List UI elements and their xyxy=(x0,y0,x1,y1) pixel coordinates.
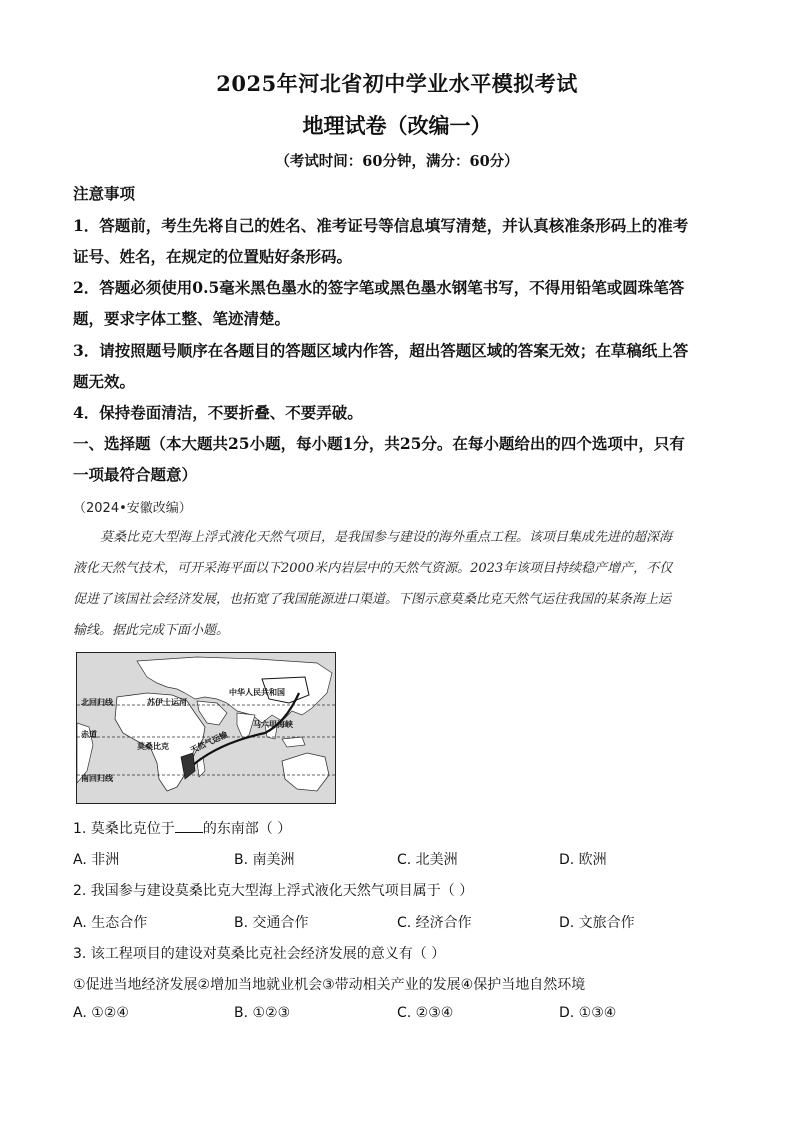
question-2-option-c[interactable]: C. 经济合作 xyxy=(397,915,472,931)
shipping-route-map xyxy=(76,652,336,804)
note-line: 4．保持卷面清洁，不要折叠、不要弄破。 xyxy=(73,403,363,422)
map-label-malacca: 马六甲海峡 xyxy=(253,720,293,729)
map-label-route: 天然气运输 xyxy=(188,729,230,756)
note-line: 题无效。 xyxy=(73,372,136,391)
question-3-stem: 3. 该工程项目的建设对莫桑比克社会经济发展的意义有（ ） xyxy=(73,946,446,962)
question-3-option-b[interactable]: B. ①②③ xyxy=(234,1005,291,1021)
question-1-stem-before: 1. 莫桑比克位于 xyxy=(73,821,175,837)
map-label-equator: 赤道 xyxy=(81,730,97,739)
map-label-china: 中华人民共和国 xyxy=(229,688,285,697)
question-3-option-d[interactable]: D. ①③④ xyxy=(559,1005,617,1021)
note-line: 证号、姓名，在规定的位置贴好条形码。 xyxy=(73,247,353,266)
map-label-suez: 苏伊士运河 xyxy=(147,698,187,707)
note-line: 3．请按照题号顺序在各题目的答题区域内作答，超出答题区域的答案无效；在草稿纸上答 xyxy=(73,341,689,360)
question-1-option-d[interactable]: D. 欧洲 xyxy=(559,852,607,868)
exam-title: 2025年河北省初中学业水平模拟考试 xyxy=(216,71,578,96)
section-heading-cont: 一项最符合题意） xyxy=(73,465,198,484)
exam-subtitle: 地理试卷（改编一） xyxy=(302,113,492,138)
note-line: 2．答题必须使用0.5毫米黑色墨水的签字笔或黑色墨水钢笔书写，不得用铅笔或圆珠笔答 xyxy=(73,278,685,297)
question-3-option-a[interactable]: A. ①②④ xyxy=(73,1005,129,1021)
question-2-option-d[interactable]: D. 文旅合作 xyxy=(559,915,635,931)
question-2-option-a[interactable]: A. 生态合作 xyxy=(73,915,148,931)
map-label-south-tropic: 南回归线 xyxy=(81,774,113,783)
note-line: 1．答题前，考生先将自己的姓名、准考证号等信息填写清楚，并认真核准条形码上的准考 xyxy=(73,216,689,235)
passage-line: 输线。据此完成下面小题。 xyxy=(73,623,230,638)
map-label-north-tropic: 北回归线 xyxy=(81,698,113,707)
question-2-option-b[interactable]: B. 交通合作 xyxy=(234,915,309,931)
question-1-option-c[interactable]: C. 北美洲 xyxy=(397,852,458,868)
question-2-stem: 2. 我国参与建设莫桑比克大型海上浮式液化天然气项目属于（ ） xyxy=(73,883,474,899)
passage-line: 液化天然气技术，可开采海平面以下2000米内岩层中的天然气资源。2023年该项目持续稳产增产，不仅 xyxy=(73,561,673,576)
passage-line: 促进了该国社会经济发展，也拓宽了我国能源进口渠道。下图示意莫桑比克天然气运往我国的某条海上运 xyxy=(73,592,672,607)
question-1-option-a[interactable]: A. 非洲 xyxy=(73,852,120,868)
map-label-mozambique: 莫桑比克 xyxy=(137,742,169,751)
section-heading: 一、选择题（本大题共25小题，每小题1分，共25分。在每小题给出的四个选项中，只有 xyxy=(73,434,685,453)
answer-blank xyxy=(175,820,203,833)
question-1-stem xyxy=(73,818,291,838)
passage-line: 莫桑比克大型海上浮式液化天然气项目，是我国参与建设的海外重点工程。该项目集成先进的超深海 xyxy=(100,530,673,545)
question-1-option-b[interactable]: B. 南美洲 xyxy=(234,852,295,868)
notes-heading: 注意事项 xyxy=(73,184,136,203)
question-source: （2024•安徽改编） xyxy=(73,501,192,516)
question-3-option-c[interactable]: C. ②③④ xyxy=(397,1005,454,1021)
exam-info: （考试时间：60分钟，满分：60分） xyxy=(275,153,519,170)
question-3-statements: ①促进当地经济发展②增加当地就业机会③带动相关产业的发展④保护当地自然环境 xyxy=(73,977,586,993)
note-line: 题，要求字体工整、笔迹清楚。 xyxy=(73,309,291,328)
world-map-graphic xyxy=(77,653,335,803)
question-1-stem-after: 的东南部（ ） xyxy=(202,821,292,837)
